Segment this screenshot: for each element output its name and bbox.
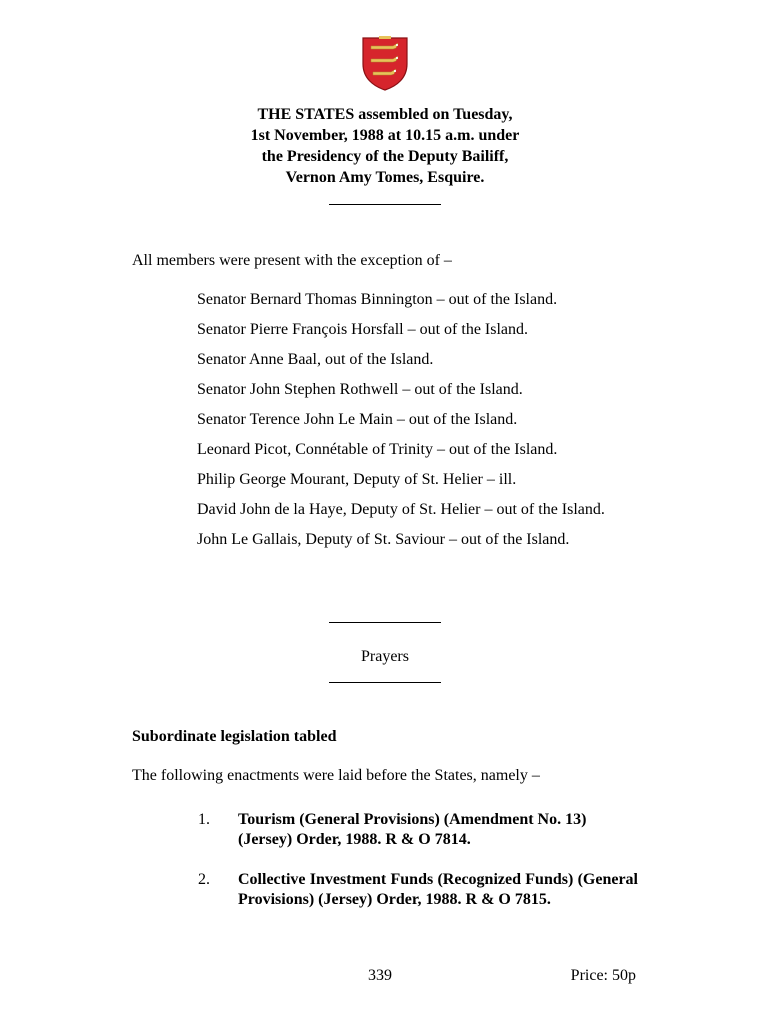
- absentee-list: [197, 290, 637, 560]
- session-title: [140, 104, 630, 188]
- list-item: Senator Anne Baal, out of the Island.: [197, 351, 434, 368]
- title-line-1: THE STATES assembled on Tuesday,: [257, 106, 513, 123]
- title-line-3: the Presidency of the Deputy Bailiff,: [261, 148, 509, 165]
- list-item: David John de la Haye, Deputy of St. Helier – out of the Island.: [197, 501, 605, 518]
- list-item: Philip George Mourant, Deputy of St. Helier – ill.: [197, 471, 517, 488]
- divider: [329, 204, 441, 205]
- enactment-title: Tourism (General Provisions) (Amendment No. 13) (Jersey) Order, 1988. R & O 7814.: [238, 811, 587, 848]
- title-line-4: Vernon Amy Tomes, Esquire.: [285, 169, 485, 186]
- title-line-2: 1st November, 1988 at 10.15 a.m. under: [250, 127, 520, 144]
- divider: [329, 622, 441, 623]
- list-item: Senator Terence John Le Main – out of the Island.: [197, 411, 518, 428]
- list-item: John Le Gallais, Deputy of St. Saviour – out of the Island.: [197, 531, 570, 548]
- enactment-number: 2.: [198, 871, 210, 888]
- list-item: Senator John Stephen Rothwell – out of the Island.: [197, 381, 523, 398]
- jersey-crest-icon: [361, 36, 409, 92]
- prayers-label: Prayers: [361, 648, 409, 665]
- enactment-title: Collective Investment Funds (Recognized Funds) (General Provisions) (Jersey) Order, 1988. R & O 7815.: [238, 871, 638, 908]
- list-item: Senator Pierre François Horsfall – out of the Island.: [197, 321, 529, 338]
- price-label: Price: 50p: [570, 967, 636, 984]
- divider: [329, 682, 441, 683]
- attendance-intro: All members were present with the exception of –: [132, 252, 452, 269]
- list-item: Senator Bernard Thomas Binnington – out of the Island.: [197, 291, 558, 308]
- section-intro: The following enactments were laid before the States, namely –: [132, 767, 540, 784]
- page-number: 339: [368, 967, 392, 984]
- enactment-number: 1.: [198, 811, 210, 828]
- section-heading: Subordinate legislation tabled: [132, 728, 337, 745]
- list-item: Leonard Picot, Connétable of Trinity – out of the Island.: [197, 441, 558, 458]
